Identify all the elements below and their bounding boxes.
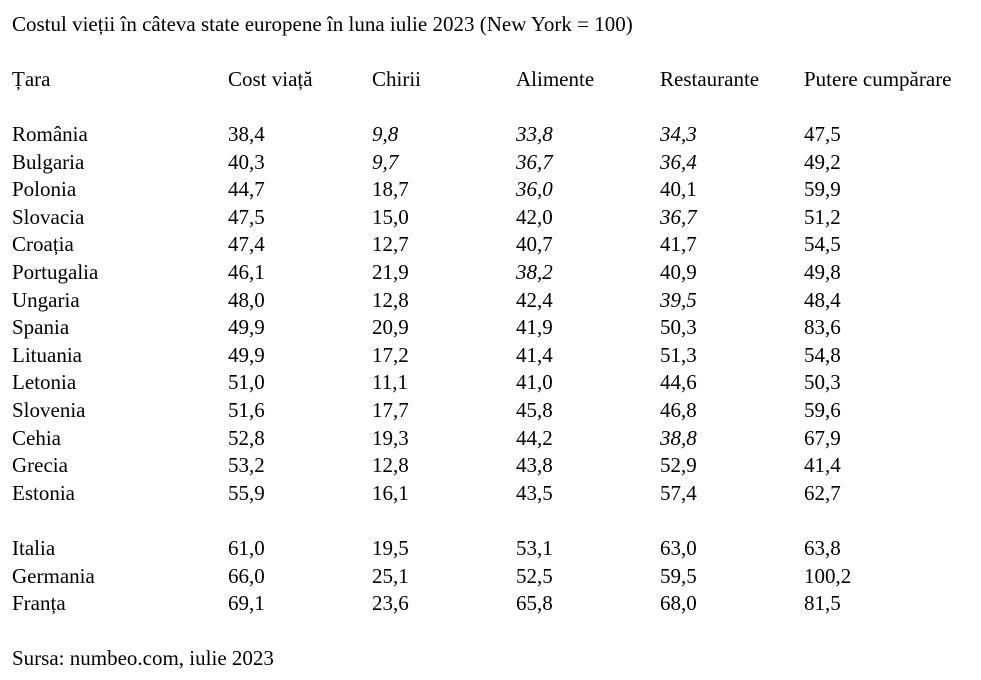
restaurants-cell: 39,5 [660, 287, 697, 312]
country-cell: Franța [12, 591, 66, 616]
purchasing-power-cell: 54,5 [804, 232, 841, 257]
rent-cell: 17,2 [372, 342, 409, 367]
rent-cell: 19,3 [372, 425, 409, 450]
groceries-cell: 52,5 [516, 563, 553, 588]
table-row [0, 231, 981, 258]
rent-cell: 9,8 [372, 122, 399, 146]
country-cell: Letonia [12, 370, 77, 395]
rent-cell: 15,0 [372, 204, 409, 229]
table-row [0, 480, 981, 507]
purchasing-power-cell: 59,9 [804, 177, 841, 202]
purchasing-power-cell: 50,3 [804, 370, 841, 395]
country-cell: Ungaria [12, 287, 80, 312]
rent-cell: 16,1 [372, 480, 409, 505]
restaurants-cell: 68,0 [660, 591, 697, 616]
restaurants-cell: 38,8 [660, 425, 697, 450]
rent-cell: 25,1 [372, 563, 409, 588]
table-row [0, 121, 981, 148]
purchasing-power-cell: 49,2 [804, 149, 841, 174]
rent-cell: 19,5 [372, 536, 409, 560]
country-cell: Grecia [12, 453, 68, 478]
rent-cell: 23,6 [372, 591, 409, 616]
purchasing-power-cell: 67,9 [804, 425, 841, 450]
table-row [0, 176, 981, 203]
table-row [0, 563, 981, 590]
groceries-cell: 33,8 [516, 122, 553, 146]
groceries-cell: 42,4 [516, 287, 553, 312]
cost-cell: 51,0 [228, 370, 265, 395]
cost-cell: 40,3 [228, 149, 265, 174]
rent-cell: 12,8 [372, 453, 409, 478]
country-cell: Polonia [12, 177, 77, 202]
page-title: Costul vieții în câteva state europene în luna iulie 2023 (New York = 100) [12, 12, 633, 36]
country-cell: Slovacia [12, 204, 85, 229]
cost-cell: 47,4 [228, 232, 265, 257]
restaurants-cell: 46,8 [660, 398, 697, 422]
country-cell: Lituania [12, 342, 82, 367]
country-cell: Croația [12, 232, 74, 257]
country-cell: Cehia [12, 425, 61, 450]
rent-cell: 18,7 [372, 177, 409, 202]
restaurants-cell: 51,3 [660, 342, 697, 367]
groceries-cell: 45,8 [516, 398, 553, 422]
purchasing-power-cell: 62,7 [804, 480, 841, 505]
groceries-cell: 53,1 [516, 536, 553, 560]
table-row [0, 204, 981, 231]
restaurants-cell: 36,4 [660, 149, 697, 174]
purchasing-power-cell: 83,6 [804, 315, 841, 340]
cost-cell: 48,0 [228, 287, 265, 312]
country-cell: Italia [12, 536, 56, 560]
groceries-cell: 40,7 [516, 232, 553, 257]
restaurants-cell: 40,9 [660, 260, 697, 284]
country-cell: Spania [12, 315, 70, 340]
rent-cell: 11,1 [372, 370, 408, 395]
purchasing-power-cell: 41,4 [804, 453, 841, 478]
table-row [0, 369, 981, 396]
table-row [0, 314, 981, 341]
cost-cell: 51,6 [228, 398, 265, 422]
groceries-cell: 43,5 [516, 480, 553, 505]
country-cell: Portugalia [12, 260, 99, 284]
purchasing-power-cell: 49,8 [804, 260, 841, 284]
restaurants-cell: 40,1 [660, 177, 697, 202]
restaurants-cell: 52,9 [660, 453, 697, 478]
column-header-purchasing-power: Putere cumpărare [804, 67, 952, 91]
cost-cell: 44,7 [228, 177, 265, 202]
column-header-groceries: Alimente [516, 67, 595, 91]
table-row [0, 590, 981, 617]
country-cell: Germania [12, 563, 95, 588]
cost-cell: 38,4 [228, 122, 265, 146]
groceries-cell: 43,8 [516, 453, 553, 478]
purchasing-power-cell: 81,5 [804, 591, 841, 616]
restaurants-cell: 44,6 [660, 370, 697, 395]
restaurants-cell: 63,0 [660, 536, 697, 560]
groceries-cell: 42,0 [516, 204, 553, 229]
country-cell: Bulgaria [12, 149, 85, 174]
restaurants-cell: 50,3 [660, 315, 697, 340]
restaurants-cell: 41,7 [660, 232, 697, 257]
restaurants-cell: 34,3 [660, 122, 697, 146]
purchasing-power-cell: 47,5 [804, 122, 841, 146]
column-header-country: Țara [12, 67, 51, 91]
restaurants-cell: 36,7 [660, 204, 697, 229]
table-row [0, 397, 981, 424]
table-row [0, 259, 981, 286]
country-cell: România [12, 122, 88, 146]
cost-cell: 49,9 [228, 342, 265, 367]
cost-cell: 53,2 [228, 453, 265, 478]
cost-cell: 69,1 [228, 591, 265, 616]
groceries-cell: 36,7 [516, 149, 553, 174]
groceries-cell: 65,8 [516, 591, 553, 616]
table-row [0, 425, 981, 452]
country-cell: Slovenia [12, 398, 86, 422]
rent-cell: 9,7 [372, 149, 399, 174]
groceries-cell: 41,9 [516, 315, 553, 340]
table-row [0, 149, 981, 176]
cost-cell: 46,1 [228, 260, 265, 284]
cost-cell: 49,9 [228, 315, 265, 340]
groceries-cell: 44,2 [516, 425, 553, 450]
purchasing-power-cell: 63,8 [804, 536, 841, 560]
table-row [0, 452, 981, 479]
restaurants-cell: 57,4 [660, 480, 697, 505]
purchasing-power-cell: 48,4 [804, 287, 841, 312]
groceries-cell: 36,0 [516, 177, 553, 202]
table-row [0, 287, 981, 314]
rent-cell: 17,7 [372, 398, 409, 422]
cost-cell: 66,0 [228, 563, 265, 588]
column-header-rent: Chirii [372, 67, 422, 91]
table-row [0, 342, 981, 369]
groceries-cell: 38,2 [516, 260, 553, 284]
purchasing-power-cell: 59,6 [804, 398, 841, 422]
groceries-cell: 41,0 [516, 370, 553, 395]
groceries-cell: 41,4 [516, 342, 553, 367]
cost-cell: 52,8 [228, 425, 265, 450]
table-row [0, 535, 981, 562]
purchasing-power-cell: 100,2 [804, 563, 852, 588]
column-header-cost: Cost viață [228, 67, 313, 91]
country-cell: Estonia [12, 480, 75, 505]
table-header-row [0, 66, 981, 93]
cost-cell: 61,0 [228, 536, 265, 560]
cost-cell: 55,9 [228, 480, 265, 505]
cost-cell: 47,5 [228, 204, 265, 229]
source-note: Sursa: numbeo.com, iulie 2023 [12, 646, 274, 670]
column-header-restaurants: Restaurante [660, 67, 760, 91]
rent-cell: 21,9 [372, 260, 409, 284]
rent-cell: 20,9 [372, 315, 409, 340]
rent-cell: 12,8 [372, 287, 409, 312]
restaurants-cell: 59,5 [660, 563, 697, 588]
purchasing-power-cell: 54,8 [804, 342, 841, 367]
rent-cell: 12,7 [372, 232, 409, 257]
purchasing-power-cell: 51,2 [804, 204, 841, 229]
